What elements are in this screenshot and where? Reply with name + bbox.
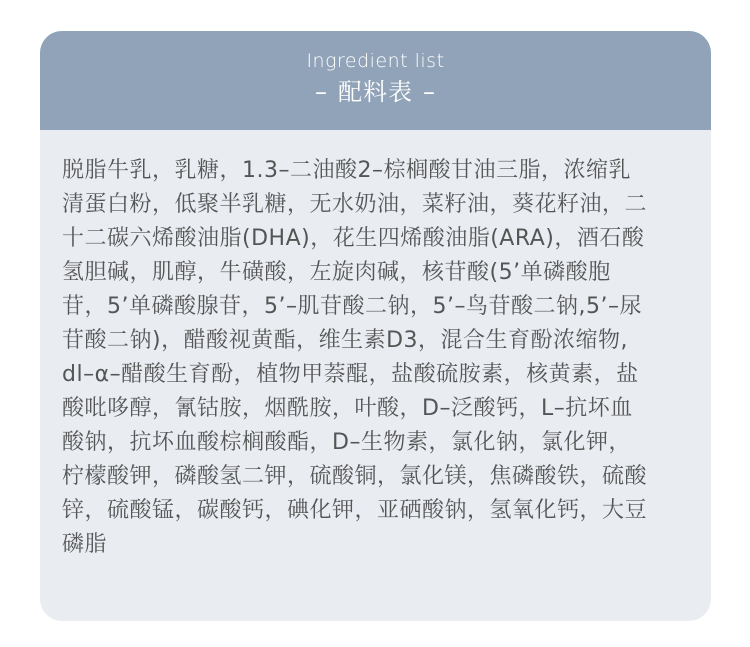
ingredient-line: 清蛋白粉，低聚半乳糖，无水奶油，菜籽油，葵花籽油，二 — [62, 192, 648, 217]
title-chinese: 配料表 — [338, 78, 413, 106]
ingredient-line: 苷，5’单磷酸腺苷，5’–肌苷酸二钠，5’–鸟苷酸二钠,5’–尿 — [62, 294, 642, 319]
ingredient-card — [40, 31, 711, 621]
ingredient-line: 柠檬酸钾，磷酸氢二钾，硫酸铜，氯化镁，焦磷酸铁，硫酸 — [62, 464, 648, 489]
right-dash: – — [423, 78, 436, 106]
left-dash: – — [315, 78, 328, 106]
ingredient-line: 脱脂牛乳，乳糖，1.3–二油酸2–棕榈酸甘油三脂，浓缩乳 — [62, 158, 631, 183]
title-english: Ingredient list — [306, 50, 445, 72]
ingredient-line: 氢胆碱，肌醇，牛磺酸，左旋肉碱，核苷酸(5’单磷酸胞 — [62, 260, 611, 285]
card-header — [40, 31, 711, 130]
ingredient-line: 十二碳六烯酸油脂(DHA)，花生四烯酸油脂(ARA)，酒石酸 — [62, 226, 645, 251]
ingredient-text-block — [40, 130, 711, 562]
ingredient-line: 酸吡哆醇，氰钴胺，烟酰胺，叶酸，D–泛酸钙，L–抗坏血 — [62, 396, 633, 421]
ingredient-line: dl–α–醋酸生育酚，植物甲萘醌，盐酸硫胺素，核黄素，盐 — [62, 362, 639, 387]
ingredient-line: 锌，硫酸锰，碳酸钙，碘化钾，亚硒酸钠，氢氧化钙，大豆 — [62, 498, 648, 523]
ingredient-line: 磷脂 — [62, 532, 108, 557]
title-chinese-row — [40, 77, 711, 107]
ingredient-line: 苷酸二钠)，醋酸视黄酯，维生素D3，混合生育酚浓缩物, — [62, 328, 629, 353]
ingredient-line: 酸钠，抗坏血酸棕榈酸酯，D–生物素，氯化钠，氯化钾， — [62, 430, 631, 455]
